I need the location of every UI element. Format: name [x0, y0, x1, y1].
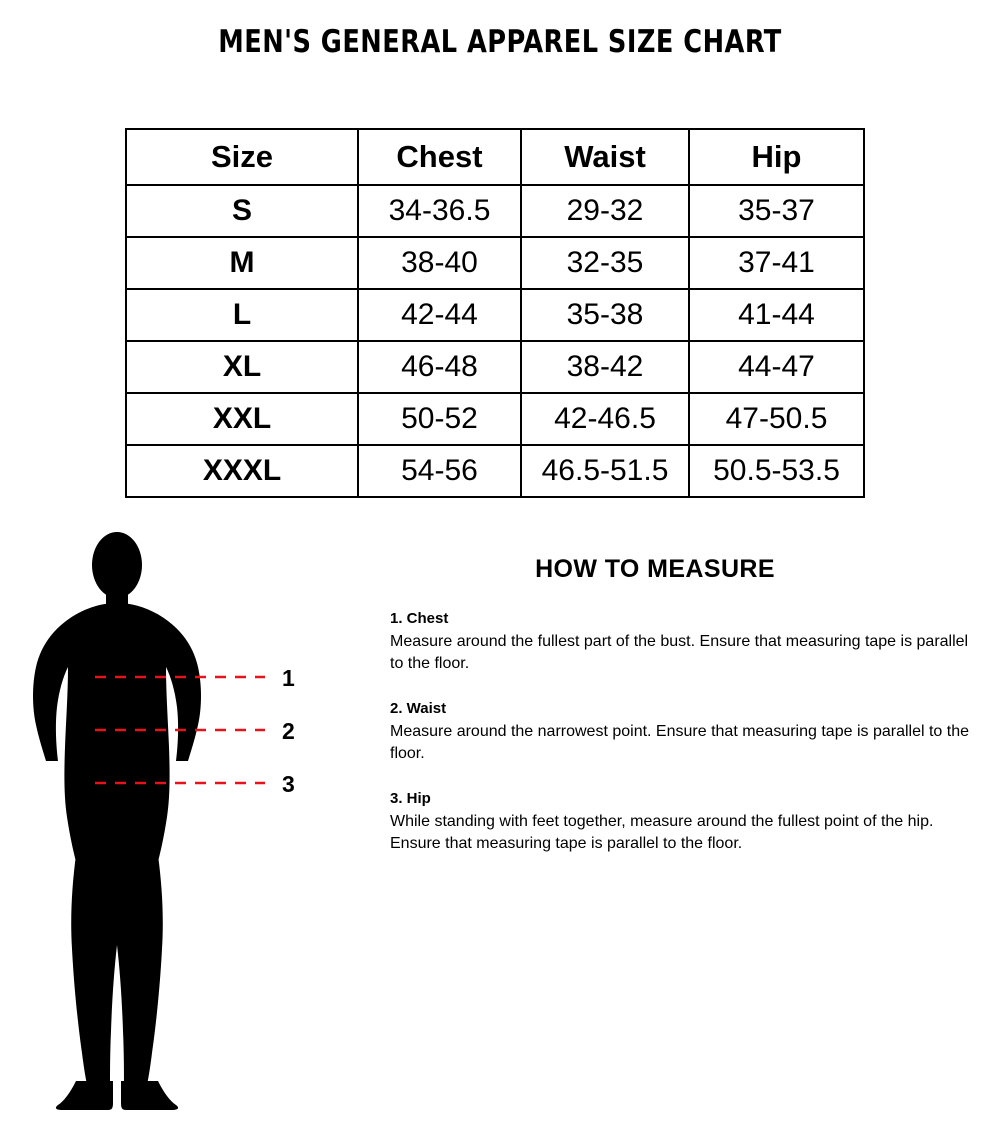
cell-waist: 46.5-51.5	[521, 445, 689, 497]
table-row	[126, 341, 864, 393]
cell-chest: 46-48	[358, 341, 521, 393]
table-row	[126, 289, 864, 341]
marker-label-3: 3	[282, 771, 295, 797]
table-header-row	[126, 129, 864, 185]
column-header-waist: Waist	[521, 129, 689, 185]
cell-chest: 34-36.5	[358, 185, 521, 237]
cell-hip: 50.5-53.5	[689, 445, 864, 497]
cell-chest: 42-44	[358, 289, 521, 341]
column-header-chest: Chest	[358, 129, 521, 185]
cell-size: M	[126, 237, 358, 289]
page-title: MEN'S GENERAL APPAREL SIZE CHART	[218, 24, 782, 60]
cell-size: XXXL	[126, 445, 358, 497]
cell-size: XL	[126, 341, 358, 393]
instruction-heading: 2. Waist	[390, 700, 447, 718]
cell-hip: 37-41	[689, 237, 864, 289]
instruction-heading: 1. Chest	[390, 610, 449, 627]
table-row	[126, 185, 864, 237]
instruction-body: Measure around the fullest part of the bust. Ensure that measuring tape is parallel to the floor.	[390, 633, 969, 672]
measure-instruction-waist	[390, 700, 990, 764]
cell-size: XXL	[126, 393, 358, 445]
instruction-heading: 3. Hip	[390, 790, 431, 808]
silhouette-icon	[33, 532, 201, 1110]
cell-size: L	[126, 289, 358, 341]
measure-instruction-hip	[390, 790, 990, 854]
cell-hip: 44-47	[689, 341, 864, 393]
how-to-measure-section	[390, 555, 990, 855]
cell-hip: 35-37	[689, 185, 864, 237]
marker-label-1: 1	[282, 665, 295, 691]
cell-waist: 38-42	[521, 341, 689, 393]
instruction-body: Measure around the narrowest point. Ensure that measuring tape is parallel to the floor.	[390, 723, 969, 762]
cell-waist: 42-46.5	[521, 393, 689, 445]
cell-waist: 35-38	[521, 289, 689, 341]
marker-label-2: 2	[282, 718, 295, 744]
cell-chest: 50-52	[358, 393, 521, 445]
cell-chest: 54-56	[358, 445, 521, 497]
size-chart-table	[125, 128, 865, 498]
cell-hip: 41-44	[689, 289, 864, 341]
cell-size: S	[126, 185, 358, 237]
column-header-size: Size	[126, 129, 358, 185]
cell-chest: 38-40	[358, 237, 521, 289]
table-row	[126, 393, 864, 445]
table-row	[126, 237, 864, 289]
table-row	[126, 445, 864, 497]
body-silhouette-figure	[10, 525, 360, 1110]
measure-instruction-chest	[390, 610, 990, 674]
instruction-body: While standing with feet together, measure around the fullest point of the hip. Ensure that measuring tape is parallel to the floor.	[390, 813, 934, 852]
cell-waist: 32-35	[521, 237, 689, 289]
column-header-hip: Hip	[689, 129, 864, 185]
cell-hip: 47-50.5	[689, 393, 864, 445]
how-to-measure-title: HOW TO MEASURE	[535, 555, 775, 583]
cell-waist: 29-32	[521, 185, 689, 237]
